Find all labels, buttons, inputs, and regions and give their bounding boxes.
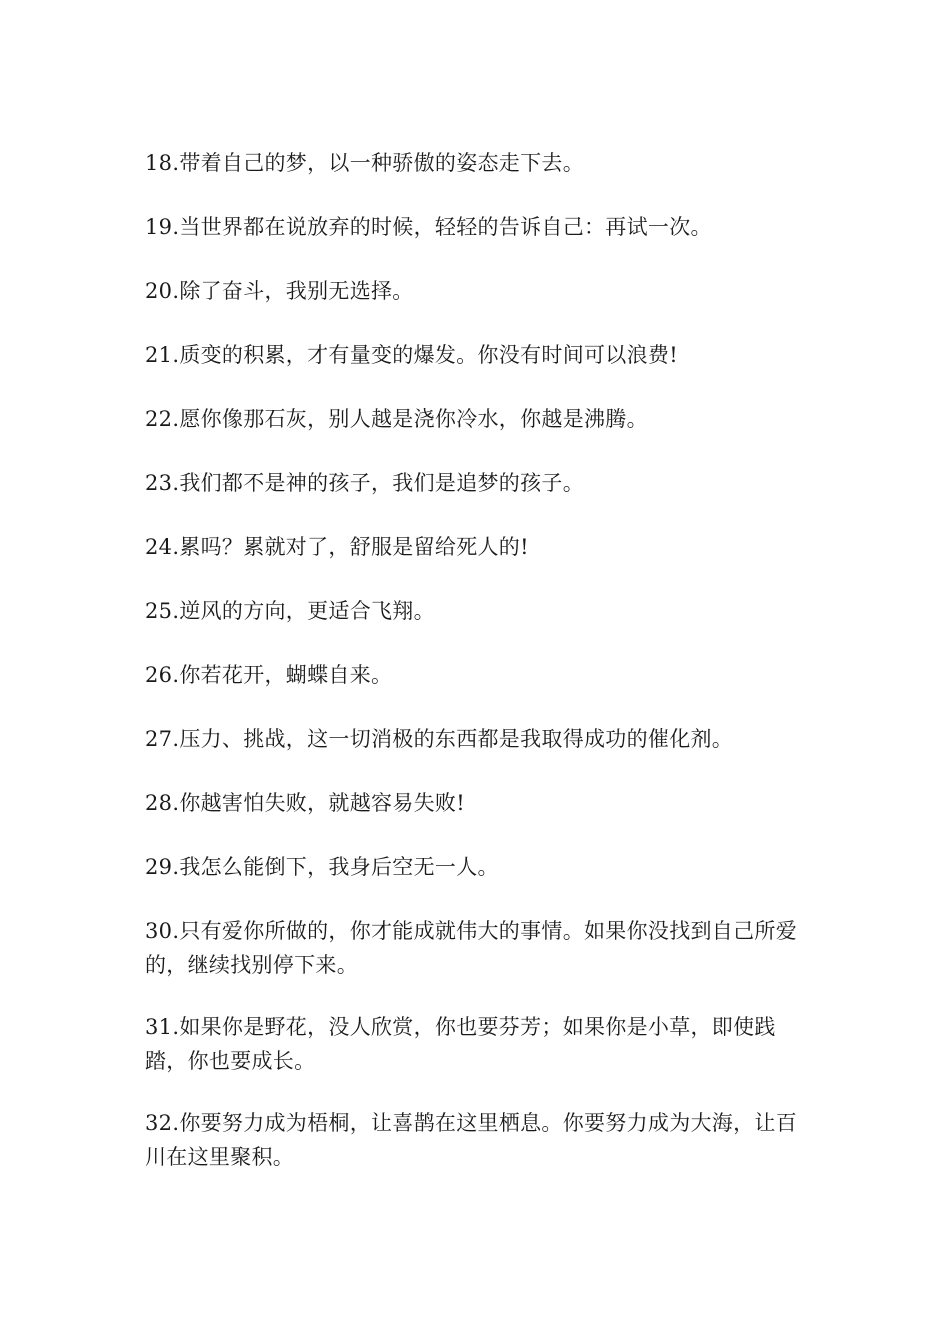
- item-text: 质变的积累，才有量变的爆发。你没有时间可以浪费!: [179, 343, 678, 367]
- quote-list: [145, 146, 810, 1202]
- list-item: [145, 466, 810, 500]
- item-number: 20.: [145, 279, 180, 303]
- list-item: [145, 1010, 810, 1078]
- item-text: 我怎么能倒下，我身后空无一人。: [179, 855, 499, 879]
- item-text: 你越害怕失败，就越容易失败!: [179, 791, 465, 815]
- item-number: 22.: [145, 407, 180, 431]
- item-number: 23.: [145, 471, 180, 495]
- item-number: 31.: [145, 1015, 180, 1039]
- item-number: 21.: [145, 343, 180, 367]
- item-text: 逆风的方向，更适合飞翔。: [179, 599, 435, 623]
- list-item: [145, 402, 810, 436]
- item-number: 30.: [145, 919, 180, 943]
- list-item: [145, 530, 810, 564]
- item-number: 18.: [145, 151, 180, 175]
- item-number: 27.: [145, 727, 180, 751]
- list-item: [145, 338, 810, 372]
- item-number: 25.: [145, 599, 180, 623]
- item-number: 32.: [145, 1111, 180, 1135]
- item-number: 19.: [145, 215, 180, 239]
- item-text: 带着自己的梦，以一种骄傲的姿态走下去。: [179, 151, 585, 175]
- item-text: 除了奋斗，我别无选择。: [179, 279, 414, 303]
- list-item: [145, 1106, 810, 1174]
- item-text: 累吗？累就对了，舒服是留给死人的!: [179, 535, 529, 559]
- list-item: [145, 594, 810, 628]
- item-number: 28.: [145, 791, 180, 815]
- item-text: 压力、挑战，这一切消极的东西都是我取得成功的催化剂。: [179, 727, 734, 751]
- item-text: 我们都不是神的孩子，我们是追梦的孩子。: [179, 471, 585, 495]
- list-item: [145, 722, 810, 756]
- list-item: [145, 914, 810, 982]
- item-text: 你要努力成为梧桐，让喜鹊在这里栖息。你要努力成为大海，让百川在这里聚积。: [145, 1111, 798, 1169]
- list-item: [145, 658, 810, 692]
- item-text: 当世界都在说放弃的时候，轻轻的告诉自己：再试一次。: [179, 215, 712, 239]
- list-item: [145, 210, 810, 244]
- item-number: 26.: [145, 663, 180, 687]
- item-text: 你若花开，蝴蝶自来。: [179, 663, 393, 687]
- item-text: 只有爱你所做的，你才能成就伟大的事情。如果你没找到自己所爱的，继续找别停下来。: [145, 919, 798, 977]
- list-item: [145, 146, 810, 180]
- item-number: 24.: [145, 535, 180, 559]
- list-item: [145, 786, 810, 820]
- list-item: [145, 850, 810, 884]
- item-number: 29.: [145, 855, 180, 879]
- item-text: 愿你像那石灰，别人越是浇你冷水，你越是沸腾。: [179, 407, 648, 431]
- list-item: [145, 274, 810, 308]
- item-text: 如果你是野花，没人欣赏，你也要芬芳；如果你是小草，即使践踏，你也要成长。: [145, 1015, 776, 1073]
